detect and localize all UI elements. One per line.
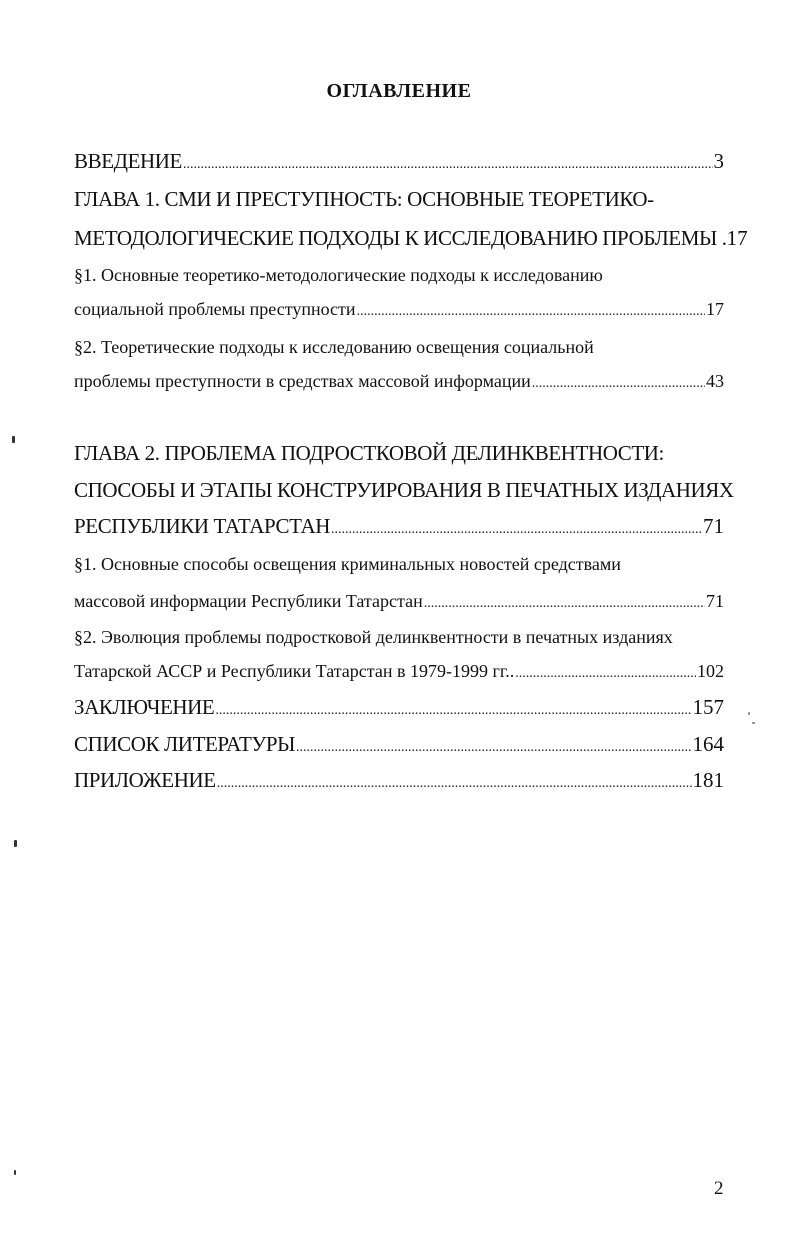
toc-entry-title: социальной проблемы преступности [74, 299, 356, 319]
toc-section-1-1-line1: §1. Основные теоретико-методологические подходы к исследованию [74, 265, 603, 285]
dot-leader [424, 592, 705, 616]
toc-entry-title: ЗАКЛЮЧЕНИЕ [74, 695, 215, 719]
toc-entry-title: ВВЕДЕНИЕ [74, 149, 182, 173]
toc-page-number: 3 [713, 149, 724, 173]
toc-entry-section-1-2[interactable] [74, 369, 724, 396]
toc-page-number: 43 [706, 371, 724, 391]
toc-entry-title: РЕСПУБЛИКИ ТАТАРСТАН [74, 514, 331, 538]
toc-entry-title: ПРИЛОЖЕНИЕ [74, 768, 216, 792]
toc-page-number: 17 [726, 226, 748, 250]
toc-entry-title: массовой информации Республики Татарстан [74, 591, 423, 611]
toc-entry-bibliography[interactable] [74, 732, 724, 760]
toc-page-number: 181 [692, 768, 724, 792]
toc-page-number: 17 [706, 299, 724, 319]
dot-leader [331, 518, 702, 542]
dot-leader [296, 736, 691, 760]
toc-chapter1-heading-line1: ГЛАВА 1. СМИ И ПРЕСТУПНОСТЬ: ОСНОВНЫЕ ТЕОРЕТИКО- [74, 187, 654, 211]
toc-entry-title: МЕТОДОЛОГИЧЕСКИЕ ПОДХОДЫ К ИССЛЕДОВАНИЮ ПРОБЛЕМЫ . [74, 226, 727, 250]
dot-leader [532, 372, 705, 396]
scan-speck [752, 722, 755, 724]
toc-entry-title: проблемы преступности в средствах массовой информации [74, 371, 531, 391]
page-title: ОГЛАВЛЕНИЕ [326, 80, 472, 102]
scan-speck [14, 1170, 16, 1175]
toc-page-number: 71 [703, 514, 724, 538]
toc-chapter2-heading-line2: СПОСОБЫ И ЭТАПЫ КОНСТРУИРОВАНИЯ В ПЕЧАТНЫХ ИЗДАНИЯХ [74, 478, 734, 502]
toc-section-2-1-line1: §1. Основные способы освещения криминальных новостей средствами [74, 554, 621, 574]
dot-leader [215, 699, 691, 723]
dot-leader [183, 153, 713, 177]
toc-section-1-2-line1: §2. Теоретические подходы к исследованию освещения социальной [74, 337, 594, 357]
toc-entry-title: Татарской АССР и Республики Татарстан в 1979-1999 гг.. [74, 661, 515, 681]
toc-entry-chapter2[interactable] [74, 514, 724, 542]
toc-page-number: 71 [706, 591, 724, 611]
toc-entry-section-1-1[interactable] [74, 297, 724, 324]
toc-entry-section-2-1[interactable] [74, 589, 724, 616]
toc-chapter2-heading-line1: ГЛАВА 2. ПРОБЛЕМА ПОДРОСТКОВОЙ ДЕЛИНКВЕНТНОСТИ: [74, 441, 664, 465]
toc-entry-title: СПИСОК ЛИТЕРАТУРЫ [74, 732, 296, 756]
dot-leader [515, 662, 696, 686]
toc-entry-chapter1[interactable] [74, 226, 748, 250]
toc-page-number: 102 [697, 661, 724, 681]
toc-entry-appendix[interactable] [74, 768, 724, 796]
scan-speck [748, 712, 750, 715]
toc-page-number: 157 [692, 695, 724, 719]
dot-leader [217, 772, 692, 796]
toc-entry-conclusion[interactable] [74, 695, 724, 723]
page-number: 2 [714, 1178, 724, 1199]
scan-speck [14, 840, 17, 847]
dot-leader [357, 300, 705, 324]
toc-page-number: 164 [692, 732, 724, 756]
toc-section-2-2-line1: §2. Эволюция проблемы подростковой делинквентности в печатных изданиях [74, 627, 673, 647]
scan-speck [12, 436, 15, 443]
toc-entry-intro[interactable] [74, 149, 724, 177]
toc-entry-section-2-2[interactable] [74, 659, 724, 686]
